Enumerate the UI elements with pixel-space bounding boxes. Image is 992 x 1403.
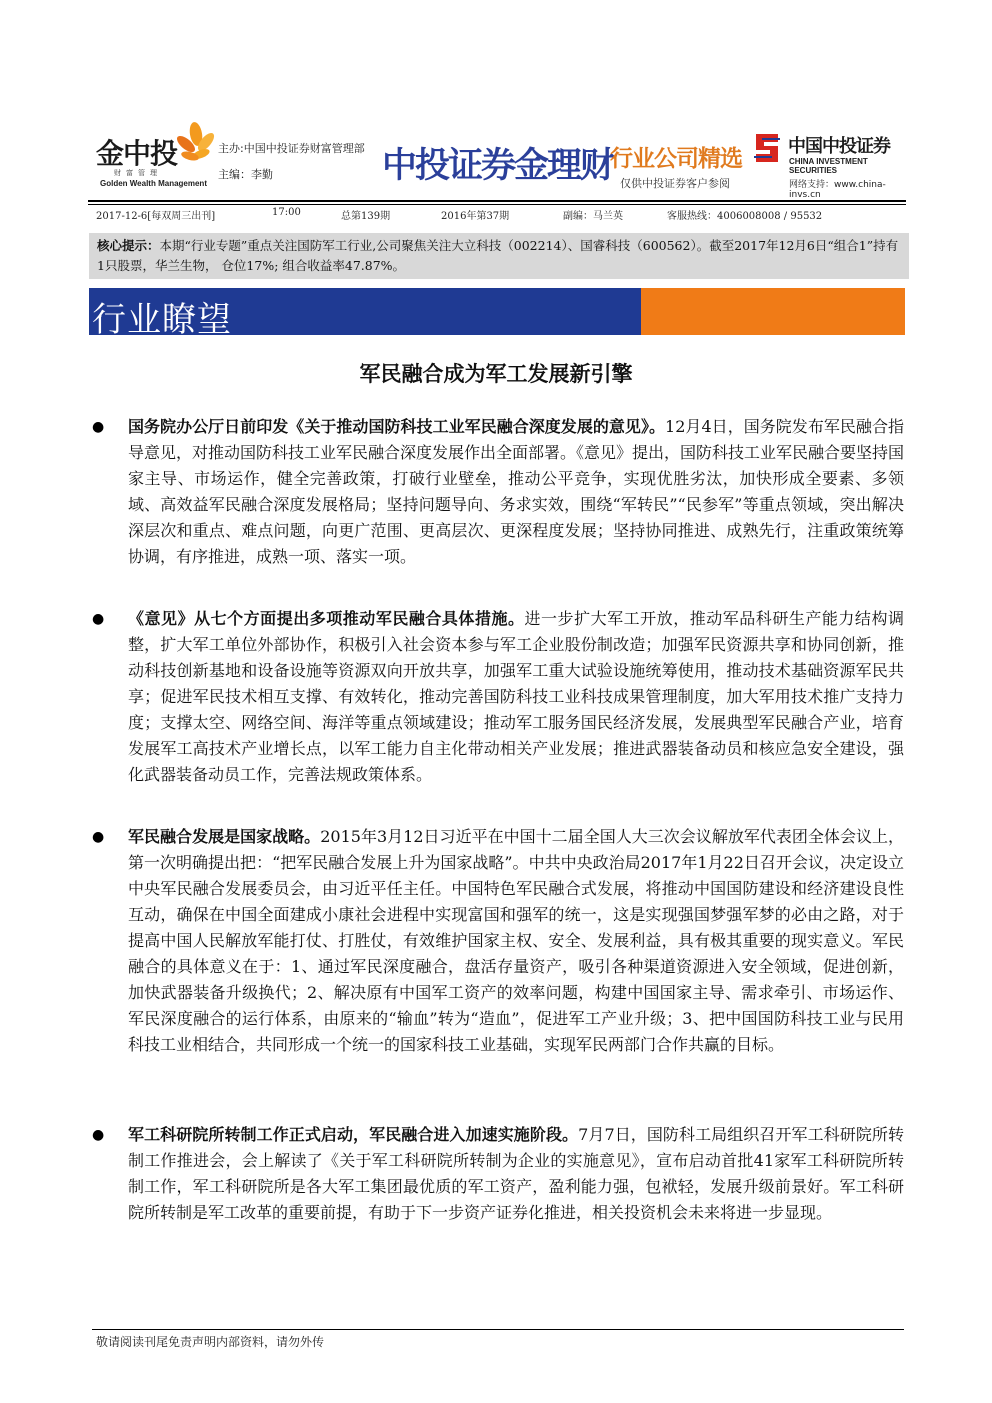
item-lead: 《意见》从七个方面提出多项推动军民融合具体措施。 bbox=[128, 609, 525, 628]
item-lead: 军工科研院所转制工作正式启动，军民融合进入加速实施阶段。 bbox=[128, 1125, 579, 1144]
total-issue: 总第139期 bbox=[341, 211, 391, 222]
item-body: 进一步扩大军工开放，推动军品科研生产能力结构调整，扩大军工单位外部协作，积极引入社会资本参与军工企业股份制改造；加强军民资源共享和协同创新，推动科技创新基地和设备设施等资源双向开放共享，加强军工重大试验设施统筹使用，推动技术基础资源军民共享；促进军民技术相互支撑、有效转化，推动完善国防科技工业科技成果管理制度，加大军用技术推广支持力度；支撑太空、网络空间、海洋等重点领域建设；推动军工服务国民经济发展，发展典型军民融合产业，培育发展军工高技术产业增长点，以军工能力自主化带动相关产业发展；推进武器装备动员和核应急安全建设，强化武器装备动员工作，完善法规政策体系。 bbox=[128, 609, 904, 784]
section-banner bbox=[89, 288, 905, 340]
section-title: 行业公司精选 bbox=[610, 146, 742, 172]
bullet-icon: ● bbox=[92, 419, 105, 435]
website-link[interactable]: 网络支持：www.china-invs.cn bbox=[789, 180, 886, 200]
sponsor-block bbox=[218, 136, 365, 188]
core-tip-text: 本期“行业专题”重点关注国防军工行业,公司聚焦关注大立科技（002214）、国睿科技（600562）。截至2017年12月6日“组合1”持有1只股票，华兰生物， 仓位17%; 组合收益率47.87%。 bbox=[97, 238, 899, 273]
brand-logo-text: 金中投 bbox=[96, 137, 178, 170]
sponsor-line: 主办:中国中投证券财富管理部 bbox=[218, 142, 365, 155]
company-name-en: CHINA INVESTMENT SECURITIES bbox=[789, 157, 868, 175]
item-lead: 军民融合发展是国家战略。 bbox=[128, 827, 321, 846]
editor-line: 主编：李勤 bbox=[218, 168, 273, 181]
vice-editor: 副编：马兰英 bbox=[563, 211, 623, 222]
core-tip-label: 核心提示： bbox=[97, 238, 160, 253]
flower-logo-icon bbox=[174, 120, 216, 170]
article-item bbox=[128, 824, 904, 1058]
header-divider-thin bbox=[88, 204, 906, 205]
core-tip-box bbox=[89, 233, 909, 279]
footer-note: 敬请阅读刊尾免责声明内部资料，请勿外传 bbox=[96, 1335, 325, 1349]
footer-divider bbox=[92, 1329, 904, 1330]
article-item bbox=[128, 1122, 904, 1226]
article-item bbox=[128, 606, 904, 788]
brand-logo-english: Golden Wealth Management bbox=[100, 179, 207, 188]
item-lead: 国务院办公厅日前印发《关于推动国防科技工业军民融合深度发展的意见》。 bbox=[128, 417, 666, 436]
item-body: 12月4日，国务院发布军民融合指导意见，对推动国防科技工业军民融合深度发展作出全面部署。《意见》提出，国防科技工业军民融合要坚持国家主导、市场运作，健全完善政策，打破行业壁垒，推动公平竞争，实现优胜劣汰，加快形成全要素、多领域、高效益军民融合深度发展格局；坚持问题导向、务求实效，围绕“军转民”“民参军”等重点领域，突出解决深层次和重点、难点问题，向更广范围、更高层次、更深程度发展；坚持协同推进、成熟先行，注重政策统筹协调，有序推进，成熟一项、落实一项。 bbox=[128, 417, 905, 566]
masthead bbox=[96, 118, 908, 198]
brand-logo-subtitle: 财富管理 bbox=[114, 169, 162, 177]
magazine-title: 中投证券金理财 bbox=[382, 146, 614, 186]
issue-date: 2017-12-6[每双周三出刊] bbox=[96, 211, 216, 222]
item-body: 2015年3月12日习近平在中国十二届全国人大三次会议解放军代表团全体会议上，第一次明确提出把：“把军民融合发展上升为国家战略”。中共中央政治局2017年1月22日召开会议，决定设立中央军民融合发展委员会，由习近平任主任。中国特色军民融合式发展，将推动中国国防建设和经济建设良性互动，确保在中国全面建成小康社会进程中实现富国和强军的统一，这是实现强国梦强军梦的必由之路，对于提高中国人民解放军能打仗、打胜仗，有效维护国家主权、安全、发展利益，具有极其重要的现实意义。军民融合的具体意义在于：1、通过军民深度融合，盘活存量资产，吸引各种渠道资源进入安全领域，促进创新，加快武器装备升级换代；2、解决原有中国军工资产的效率问题，构建中国国家主导、需求牵引、市场运作、军民深度融合的运行体系，由原来的“输血”转为“造血”，促进军工产业升级；3、把中国国防科技工业与民用科技工业相结合，共同形成一个统一的国家科技工业基础，实现军民两部门合作共赢的目标。 bbox=[128, 827, 904, 1054]
company-name-cn: 中国中投证券 bbox=[788, 136, 890, 157]
bullet-icon: ● bbox=[92, 829, 105, 845]
banner-title: 行业瞭望 bbox=[92, 300, 232, 340]
company-logo-icon bbox=[752, 130, 782, 166]
hotline: 客服热线：4006008008 / 95532 bbox=[667, 211, 823, 222]
issue-time: 17:00 bbox=[272, 207, 301, 218]
section-subtitle: 仅供中投证券客户参阅 bbox=[620, 177, 730, 190]
bullet-icon: ● bbox=[92, 1127, 105, 1143]
article-item bbox=[128, 414, 904, 570]
header-divider bbox=[88, 200, 906, 202]
year-issue: 2016年第37期 bbox=[441, 211, 510, 222]
banner-orange-block bbox=[641, 288, 905, 335]
bullet-icon: ● bbox=[92, 611, 105, 627]
article-title: 军民融合成为军工发展新引擎 bbox=[359, 362, 633, 386]
item-body: 7月7日，国防科工局组织召开军工科研院所转制工作推进会，会上解读了《关于军工科研院所转制为企业的实施意见》，宣布启动首批41家军工科研院所转制工作，军工科研院所是各大军工集团最优质的军工资产，盈利能力强，包袱轻，发展升级前景好。军工科研院所转制是军工改革的重要前提，有助于下一步资产证券化推进，相关投资机会未来将进一步显现。 bbox=[128, 1125, 904, 1222]
